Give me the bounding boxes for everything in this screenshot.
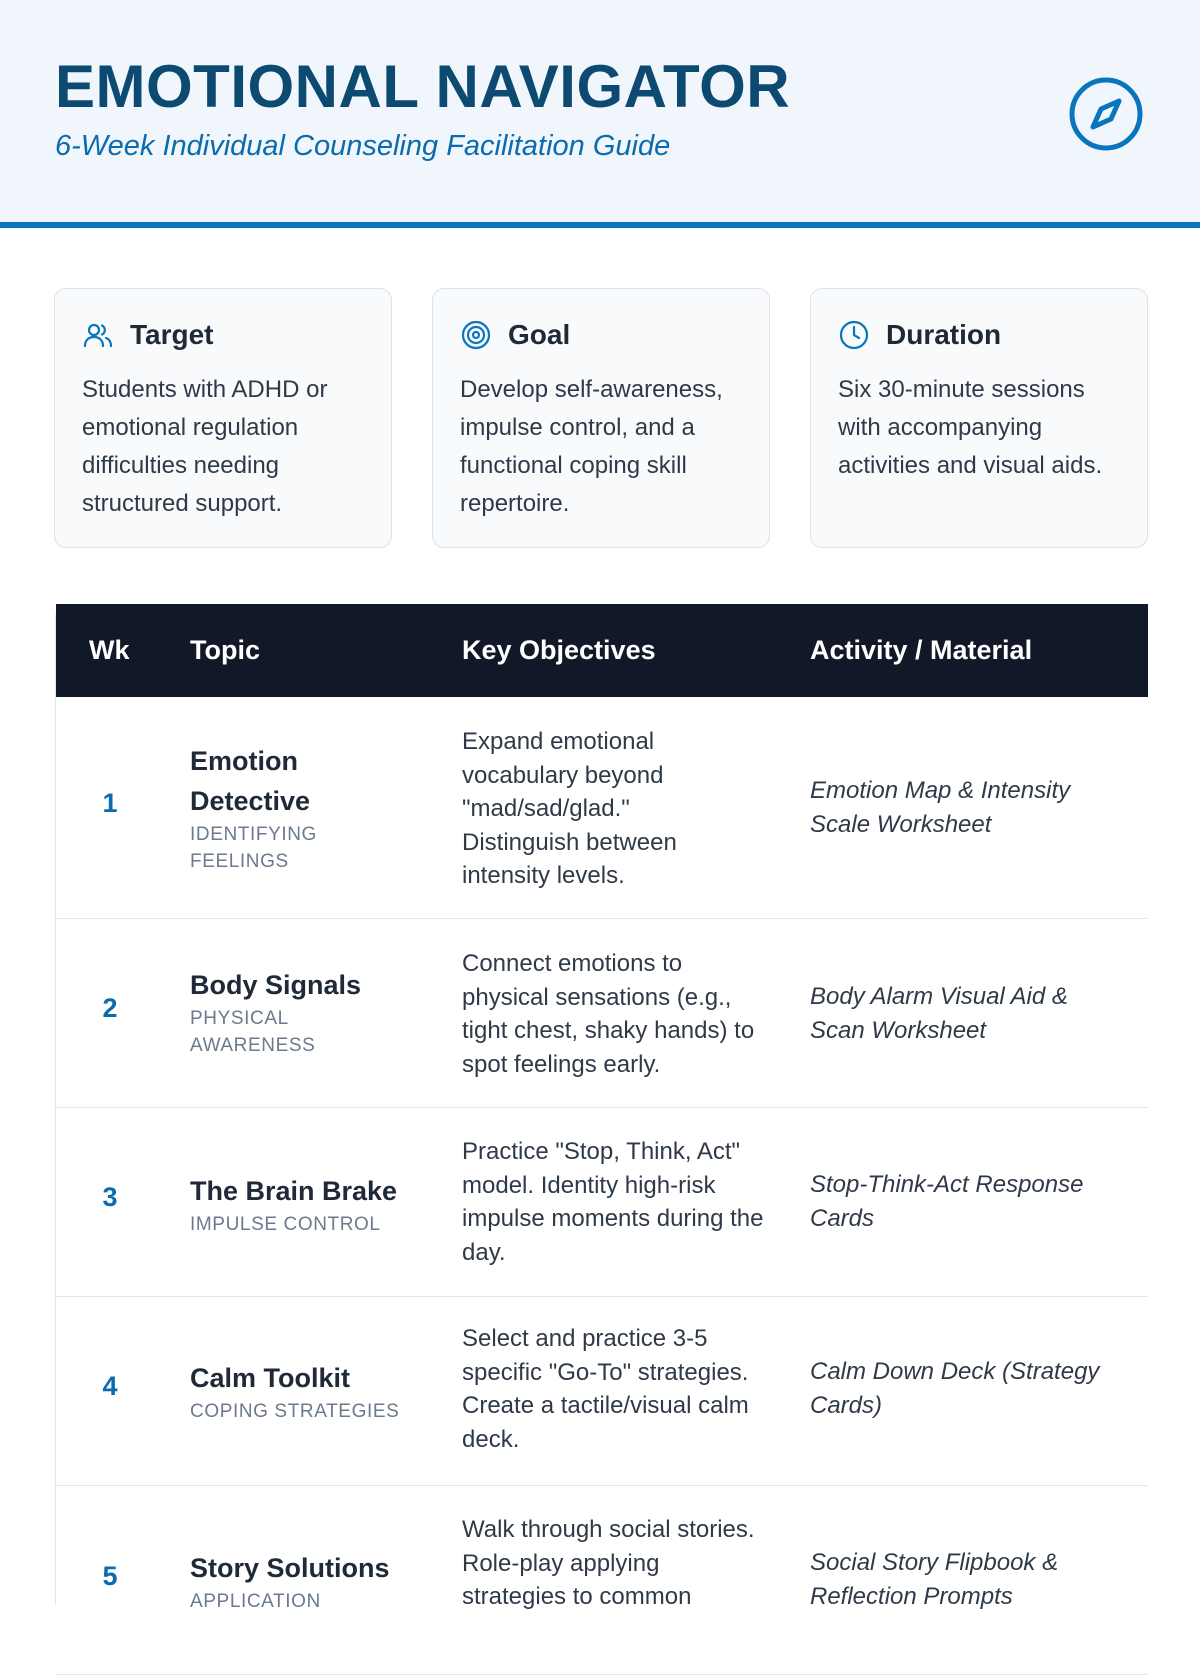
card-goal <box>432 288 770 548</box>
card-text: Develop self-awareness, impulse control, and a functional coping skill repertoire. <box>460 376 723 517</box>
week-number: 5 <box>102 1561 118 1591</box>
card-title: Duration <box>886 319 1002 350</box>
activity-cell: Stop-Think-Act Response Cards <box>810 1171 1084 1232</box>
table-row <box>56 697 1148 919</box>
column-header-objectives: Key Objectives <box>462 635 656 665</box>
week-number: 4 <box>102 1371 118 1401</box>
table-header <box>56 604 1148 697</box>
target-icon <box>460 319 492 351</box>
column-header-week: Wk <box>89 635 130 665</box>
page-title: EMOTIONAL NAVIGATOR <box>55 53 791 120</box>
column-header-activity: Activity / Material <box>810 635 1033 665</box>
card-text: Six 30-minute sessions with accompanying activities and visual aids. <box>838 376 1103 479</box>
week-number: 2 <box>102 993 118 1023</box>
card-title: Target <box>130 319 214 350</box>
table-row <box>56 919 1148 1108</box>
topic-title: The Brain Brake <box>190 1176 398 1206</box>
week-number: 1 <box>102 788 118 818</box>
topic-cell <box>190 1548 420 1615</box>
compass-icon <box>1068 76 1144 152</box>
info-cards <box>54 288 1146 548</box>
topic-subtitle: IDENTIFYING FEELINGS <box>190 824 317 872</box>
topic-title: Story Solutions <box>190 1553 390 1583</box>
users-icon <box>82 319 114 351</box>
objectives-cell: Select and practice 3-5 specific "Go-To" strategies. Create a tactile/visual calm deck. <box>462 1325 749 1453</box>
activity-cell: Social Story Flipbook & Reflection Prompts <box>810 1549 1059 1610</box>
activity-cell: Emotion Map & Intensity Scale Worksheet <box>810 777 1071 838</box>
card-target <box>54 288 392 548</box>
topic-cell <box>190 741 420 875</box>
topic-subtitle: IMPULSE CONTROL <box>190 1214 381 1235</box>
topic-subtitle: PHYSICAL AWARENESS <box>190 1008 316 1056</box>
table-row <box>56 1486 1148 1675</box>
table-row <box>56 1297 1148 1486</box>
clock-icon <box>838 319 870 351</box>
objectives-cell: Expand emotional vocabulary beyond "mad/sad/glad." Distinguish between intensity levels. <box>462 728 677 889</box>
topic-cell <box>190 1358 420 1425</box>
table-row <box>56 1108 1148 1297</box>
card-duration <box>810 288 1148 548</box>
column-header-topic: Topic <box>190 635 260 665</box>
page-header <box>0 0 1200 228</box>
topic-title: Emotion Detective <box>190 746 311 816</box>
topic-subtitle: COPING STRATEGIES <box>190 1401 400 1422</box>
topic-title: Body Signals <box>190 970 362 1000</box>
activity-cell: Body Alarm Visual Aid & Scan Worksheet <box>810 983 1068 1044</box>
page-subtitle: 6-Week Individual Counseling Facilitation Guide <box>55 130 671 162</box>
objectives-cell: Practice "Stop, Think, Act" model. Identity high-risk impulse moments during the day. <box>462 1138 764 1266</box>
topic-title: Calm Toolkit <box>190 1363 351 1393</box>
objectives-cell: Connect emotions to physical sensations (e.g., tight chest, shaky hands) to spot feelings early. <box>462 950 755 1078</box>
card-text: Students with ADHD or emotional regulation difficulties needing structured support. <box>82 376 328 517</box>
session-table <box>55 604 1147 1612</box>
week-number: 3 <box>102 1182 118 1212</box>
objectives-cell: Walk through social stories. Role-play applying strategies to common <box>462 1516 755 1610</box>
activity-cell: Calm Down Deck (Strategy Cards) <box>810 1358 1100 1419</box>
topic-cell <box>190 965 420 1059</box>
topic-subtitle: APPLICATION <box>190 1591 321 1612</box>
topic-cell <box>190 1171 420 1238</box>
card-title: Goal <box>508 319 571 350</box>
